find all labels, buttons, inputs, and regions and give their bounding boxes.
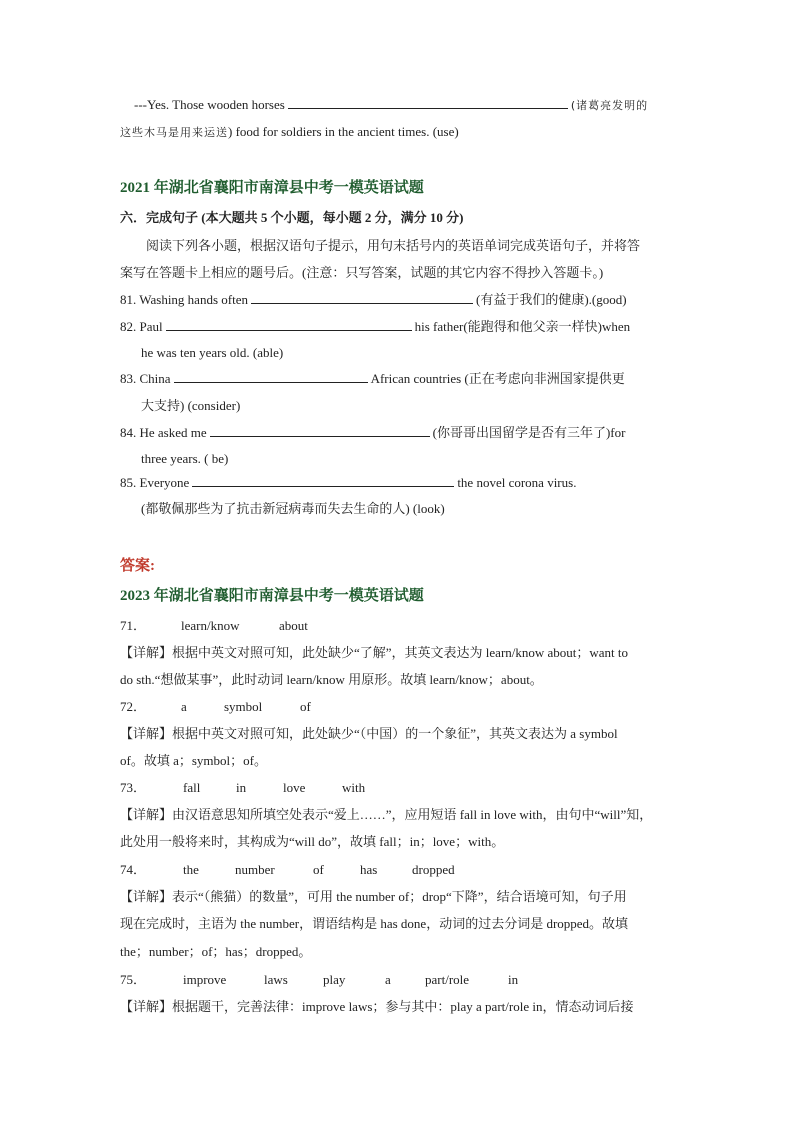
explanation-72-line-1: 【详解】根据中英文对照可知，此处缺少“（中国）的一个象征”，其英文表达为 a symbol <box>120 726 618 741</box>
prev-question-line-1 <box>134 95 648 116</box>
explanation-74-line-2: 现在完成时，主语为 the number，谓语结构是 has done，动词的过去分词是 dropped。故填 <box>120 916 629 931</box>
q84-blank <box>210 423 430 437</box>
answer-word: dropped <box>412 862 455 877</box>
prev-question-line-2 <box>120 122 459 143</box>
answer-word: in <box>508 972 519 987</box>
q82-text: 82. Paul <box>120 319 163 334</box>
answer-word: a <box>181 699 187 714</box>
answer-word: fall <box>183 780 201 795</box>
answer-word: part/role <box>425 972 470 987</box>
q83-hint: African countries (正在考虑向非洲国家提供更 <box>370 371 625 386</box>
answer-label: 答案: <box>120 558 155 574</box>
answer-word: of <box>313 862 324 877</box>
prev-question-text-cont: ) food for soldiers in the ancient times. (use) <box>228 124 459 139</box>
answer-word: symbol <box>224 699 263 714</box>
question-81 <box>120 290 627 310</box>
answer-word: with <box>342 780 366 795</box>
prev-question-hint-cont: 这些木马是用来运送 <box>120 126 228 139</box>
explanation-75-line-1: 【详解】根据题干，完善法律：improve laws；参与其中：play a part/role in，情态动词后接 <box>120 999 634 1014</box>
answer-word: about <box>279 618 308 633</box>
question-84 <box>120 423 625 443</box>
section-2023-title: 2023 年湖北省襄阳市南漳县中考一模英语试题 <box>120 588 424 604</box>
instruction-line-2: 案写在答题卡上相应的题号后。(注意：只写答案，试题的其它内容不得抄入答题卡。) <box>120 265 604 280</box>
question-82-cont: he was ten years old. (able) <box>141 345 284 360</box>
answer-word: has <box>360 862 378 877</box>
answer-word: improve <box>183 972 227 987</box>
answer-word: in <box>236 780 247 795</box>
question-84-cont: three years. ( be) <box>141 451 229 466</box>
q83-blank <box>174 369 368 383</box>
answer-word: play <box>323 972 346 987</box>
q82-blank <box>166 317 412 331</box>
answer-word: number <box>235 862 275 877</box>
explanation-73-line-2: 此处用一般将来时，其构成为“will do”，故填 fall；in；love；with。 <box>120 834 505 849</box>
answer-number: 75． <box>120 972 147 987</box>
q81-text: 81. Washing hands often <box>120 292 248 307</box>
answer-71 <box>0 616 794 636</box>
explanation-71-line-1: 【详解】根据中英文对照可知，此处缺少“了解”，其英文表达为 learn/know about；want to <box>120 645 629 660</box>
answer-number: 72． <box>120 699 147 714</box>
prev-question-text: ---Yes. Those wooden horses <box>134 97 285 112</box>
answer-blank <box>288 95 568 109</box>
explanation-74-line-1: 【详解】表示“（熊猫）的数量”，可用 the number of；drop“下降”，结合语境可知，句子用 <box>120 889 627 904</box>
explanation-72-line-2: of。故填 a；symbol；of。 <box>120 753 267 768</box>
instruction-line-1: 阅读下列各小题，根据汉语句子提示，用句末括号内的英语单词完成英语句子，并将答 <box>146 238 641 253</box>
q85-hint: the novel corona virus. <box>457 475 577 490</box>
answer-word: of <box>300 699 311 714</box>
answer-75 <box>0 970 794 990</box>
answer-72 <box>0 697 794 717</box>
answer-word: learn/know <box>181 618 240 633</box>
q84-text: 84. He asked me <box>120 425 207 440</box>
question-83-cont: 大支持) (consider) <box>141 398 241 413</box>
answer-word: laws <box>264 972 288 987</box>
q81-blank <box>251 290 473 304</box>
answer-73 <box>0 778 794 798</box>
prev-question-hint: (诸葛亮发明的 <box>570 99 649 112</box>
question-83 <box>120 369 625 389</box>
answer-word: love <box>283 780 306 795</box>
section-2021-title: 2021 年湖北省襄阳市南漳县中考一模英语试题 <box>120 180 424 196</box>
question-85-cont: (都敬佩那些为了抗击新冠病毒而失去生命的人) (look) <box>141 501 445 516</box>
answer-number: 74． <box>120 862 147 877</box>
answer-74 <box>0 860 794 880</box>
answer-number: 73． <box>120 780 147 795</box>
explanation-71-line-2: do sth.“想做某事”，此时动词 learn/know 用原形。故填 learn/know；about。 <box>120 672 543 687</box>
q84-hint: (你哥哥出国留学是否有三年了)for <box>432 425 626 440</box>
explanation-74-line-3: the；number；of；has；dropped。 <box>120 944 312 959</box>
q82-hint: his father(能跑得和他父亲一样快)when <box>414 319 631 334</box>
q85-text: 85. Everyone <box>120 475 190 490</box>
answer-word: the <box>183 862 199 877</box>
question-85 <box>120 473 576 493</box>
q81-hint: (有益于我们的健康).(good) <box>475 292 627 307</box>
q85-blank <box>192 473 454 487</box>
answer-word: a <box>385 972 391 987</box>
explanation-73-line-1: 【详解】由汉语意思知所填空处表示“爱上……”，应用短语 fall in love with，由句中“will”知， <box>120 807 653 822</box>
question-82 <box>120 317 630 337</box>
q83-text: 83. China <box>120 371 171 386</box>
part-six-title: 六．完成句子 (本大题共 5 个小题，每小题 2 分，满分 10 分) <box>120 210 464 225</box>
answer-number: 71． <box>120 618 147 633</box>
